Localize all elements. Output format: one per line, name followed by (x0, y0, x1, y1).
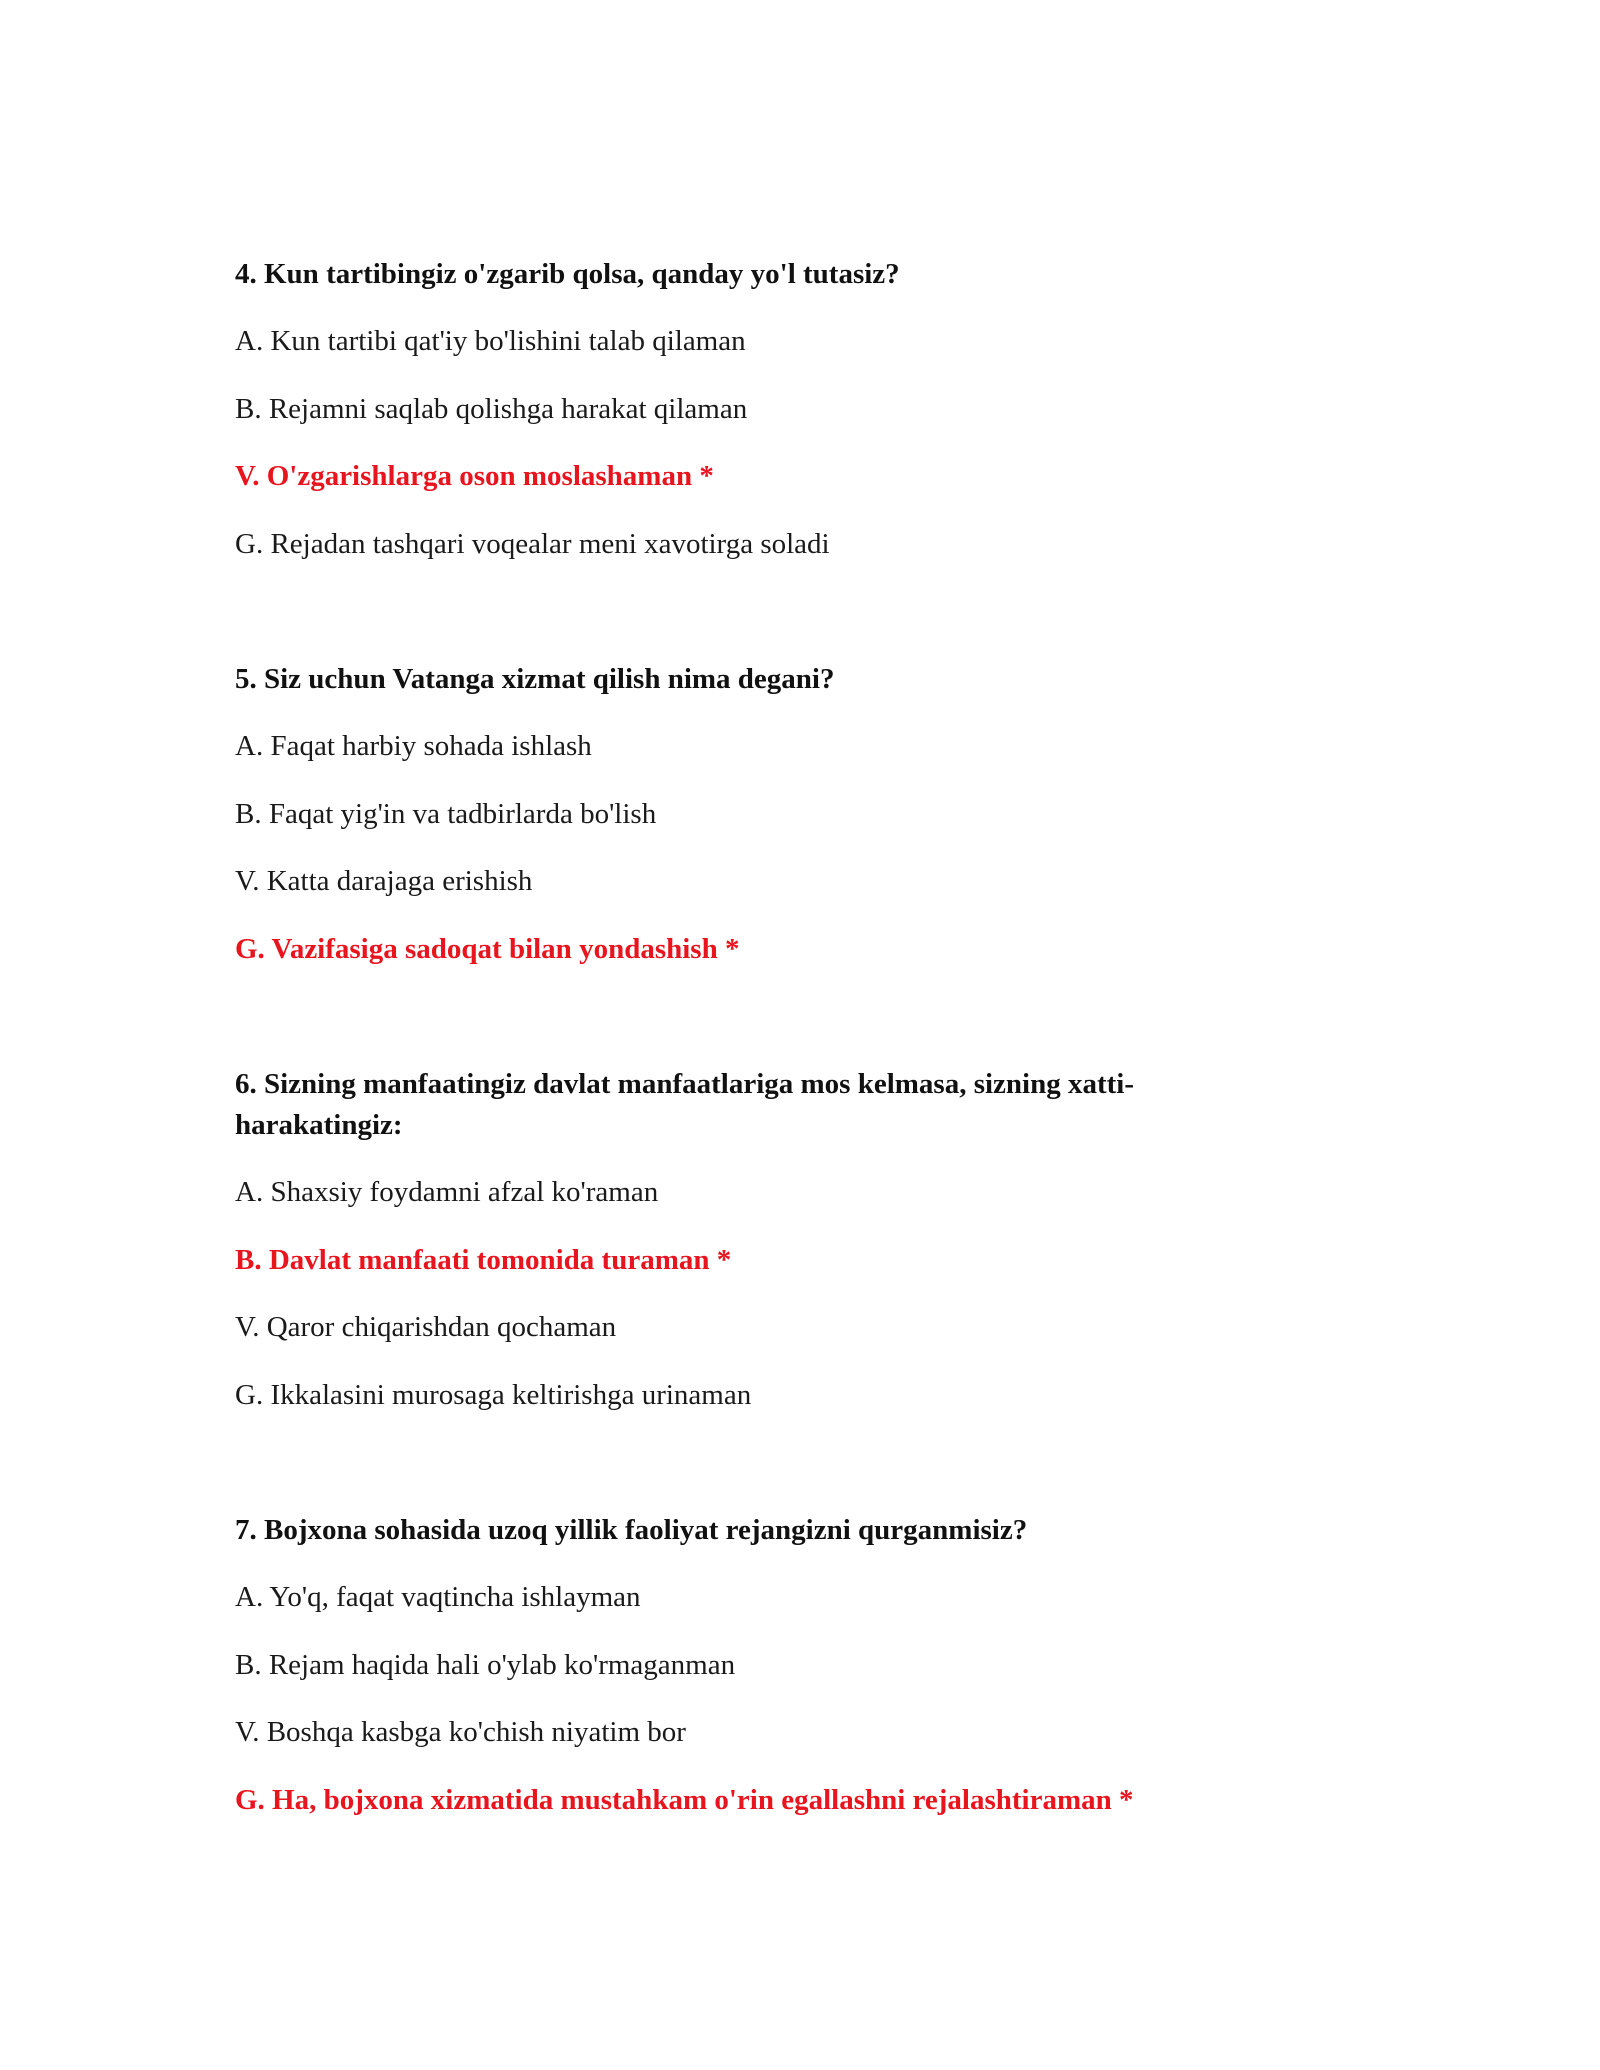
answer-option: A. Yo'q, faqat vaqtincha ishlayman (235, 1581, 641, 1613)
question-title: 7. Bojxona sohasida uzoq yillik faoliyat rejangizni qurganmisiz? (235, 1514, 1028, 1546)
answer-option: V. Qaror chiqarishdan qochaman (235, 1311, 617, 1343)
answer-option: B. Rejam haqida hali o'ylab ko'rmaganman (235, 1649, 736, 1681)
answer-option: A. Shaxsiy foydamni afzal ko'raman (235, 1176, 659, 1208)
answer-option: B. Rejamni saqlab qolishga harakat qilaman (235, 393, 748, 425)
question-block-4 (235, 254, 1235, 574)
answer-option-correct: V. O'zgarishlarga oson moslashaman * (235, 460, 714, 492)
answer-option: G. Ikkalasini murosaga keltirishga urinaman (235, 1379, 752, 1411)
answer-option-correct: G. Ha, bojxona xizmatida mustahkam o'rin egallashni rejalashtiraman * (235, 1784, 1134, 1816)
answer-option: V. Boshqa kasbga ko'chish niyatim bor (235, 1716, 686, 1748)
answer-option: B. Faqat yig'in va tadbirlarda bo'lish (235, 798, 657, 830)
question-block-6 (235, 1064, 1235, 1424)
answer-option-correct: G. Vazifasiga sadoqat bilan yondashish * (235, 933, 740, 965)
question-title: 6. Sizning manfaatingiz davlat manfaatlariga mos kelmasa, sizning xatti-harakatingiz: (235, 1068, 1135, 1141)
answer-option: G. Rejadan tashqari voqealar meni xavotirga soladi (235, 528, 830, 560)
answer-option: V. Katta darajaga erishish (235, 865, 533, 897)
question-block-7 (235, 1510, 1235, 1830)
answer-option-correct: B. Davlat manfaati tomonida turaman * (235, 1244, 732, 1276)
answer-option: A. Faqat harbiy sohada ishlash (235, 730, 592, 762)
question-title: 4. Kun tartibingiz o'zgarib qolsa, qanday yo'l tutasiz? (235, 258, 900, 290)
question-title: 5. Siz uchun Vatanga xizmat qilish nima degani? (235, 663, 835, 695)
answer-option: A. Kun tartibi qat'iy bo'lishini talab qilaman (235, 325, 746, 357)
question-block-5 (235, 659, 1235, 979)
